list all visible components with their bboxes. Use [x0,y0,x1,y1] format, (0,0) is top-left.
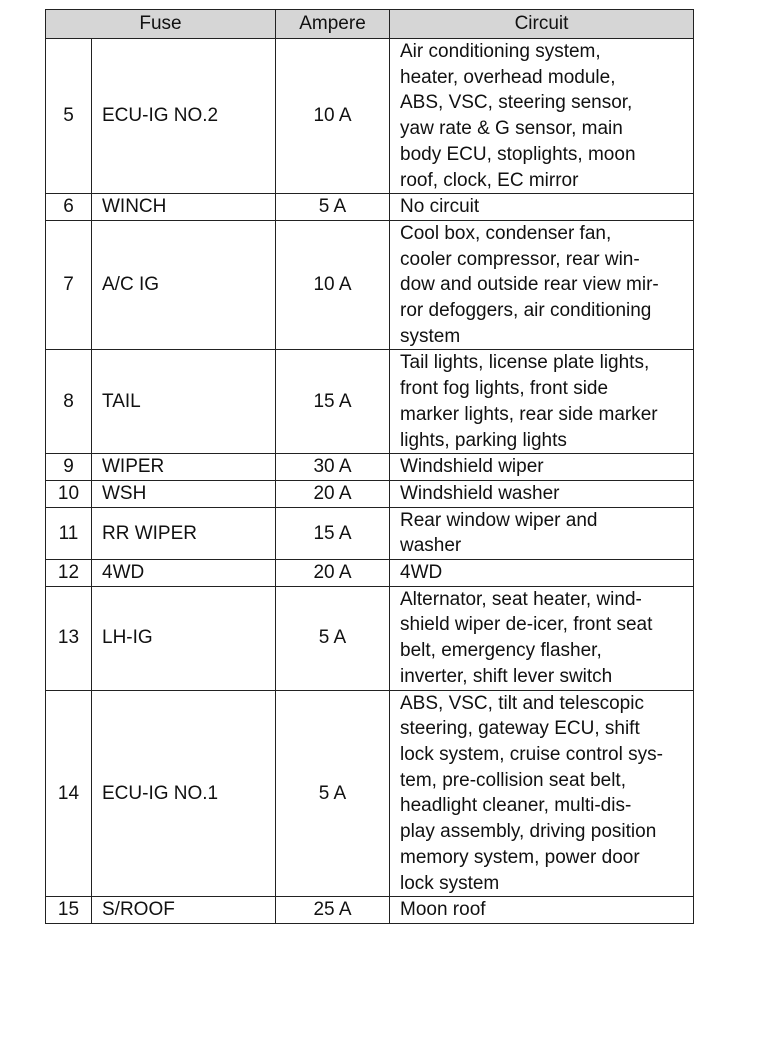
fuse-ampere: 20 A [276,480,390,507]
header-circuit: Circuit [390,10,694,39]
fuse-name: A/C IG [92,220,276,350]
table-row [46,690,694,897]
fuse-ampere: 15 A [276,507,390,559]
fuse-number: 13 [46,586,92,690]
fuse-number: 12 [46,560,92,587]
fuse-name: WIPER [92,454,276,481]
fuse-circuit: Windshield washer [390,480,694,507]
fuse-number: 9 [46,454,92,481]
table-row [46,220,694,350]
fuse-circuit: Alternator, seat heater, wind- shield wiper de-icer, front seat belt, emergency flasher, inverter, shift lever switch [390,586,694,690]
fuse-name: ECU-IG NO.2 [92,39,276,194]
fuse-circuit: No circuit [390,194,694,221]
fuse-name: WINCH [92,194,276,221]
fuse-name: LH-IG [92,586,276,690]
fuse-name: RR WIPER [92,507,276,559]
header-fuse: Fuse [46,10,276,39]
fuse-ampere: 30 A [276,454,390,481]
fuse-number: 10 [46,480,92,507]
fuse-number: 14 [46,690,92,897]
fuse-number: 7 [46,220,92,350]
table-row [46,897,694,924]
table-row [46,194,694,221]
fuse-number: 15 [46,897,92,924]
fuse-ampere: 5 A [276,194,390,221]
fuse-number: 11 [46,507,92,559]
fuse-name: ECU-IG NO.1 [92,690,276,897]
fuse-circuit: Rear window wiper and washer [390,507,694,559]
table-row [46,586,694,690]
header-row [46,10,694,39]
fuse-ampere: 10 A [276,220,390,350]
fuse-ampere: 25 A [276,897,390,924]
fuse-circuit: ABS, VSC, tilt and telescopic steering, gateway ECU, shift lock system, cruise control sys- tem, pre-collision seat belt, headlight cleaner, multi-dis- play assembly, driving position memory system, power door lock system [390,690,694,897]
fuse-number: 5 [46,39,92,194]
fuse-circuit: Moon roof [390,897,694,924]
fuse-name: 4WD [92,560,276,587]
fuse-name: S/ROOF [92,897,276,924]
fuse-name: WSH [92,480,276,507]
fuse-ampere: 20 A [276,560,390,587]
table-row [46,560,694,587]
table-row [46,39,694,194]
fuse-number: 6 [46,194,92,221]
fuse-circuit: Tail lights, license plate lights, front fog lights, front side marker lights, rear side marker lights, parking lights [390,350,694,454]
fuse-table [45,9,694,924]
fuse-ampere: 10 A [276,39,390,194]
fuse-ampere: 5 A [276,690,390,897]
fuse-number: 8 [46,350,92,454]
fuse-circuit: Windshield wiper [390,454,694,481]
table-row [46,507,694,559]
fuse-circuit: Air conditioning system, heater, overhead module, ABS, VSC, steering sensor, yaw rate & G sensor, main body ECU, stoplights, moon roof, clock, EC mirror [390,39,694,194]
table-row [46,480,694,507]
header-ampere: Ampere [276,10,390,39]
fuse-ampere: 15 A [276,350,390,454]
fuse-ampere: 5 A [276,586,390,690]
table-row [46,454,694,481]
fuse-circuit: 4WD [390,560,694,587]
fuse-name: TAIL [92,350,276,454]
fuse-circuit: Cool box, condenser fan, cooler compressor, rear win- dow and outside rear view mir- ror defoggers, air conditioning system [390,220,694,350]
table-row [46,350,694,454]
